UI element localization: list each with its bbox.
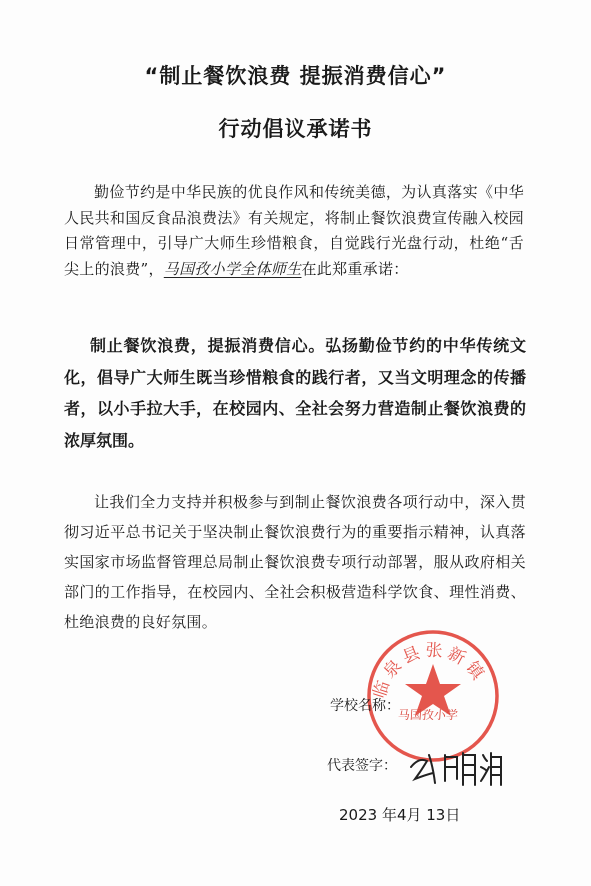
document-title: “制止餐饮浪费 提振消费信心” bbox=[144, 64, 447, 88]
signer-handwriting: 马国孜小学全体师生 bbox=[163, 259, 302, 278]
paragraph-intro bbox=[64, 180, 524, 282]
school-name-value: 马国孜小学 bbox=[397, 708, 459, 722]
paragraph-call-to-action: 让我们全力支持并积极参与到制止餐饮浪费各项行动中，深入贯彻习近平总书记关于坚决制止餐饮浪费行为的重要指示精神，认真落实国家市场监督管理总局制止餐饮浪费专项行动部署，服从政府相关部门的工作指导，在校园内、全社会积极营造科学饮食、理性消费、杜绝浪费的良好氛围。 bbox=[64, 493, 526, 631]
document-date: 2023 年4月 13日 bbox=[339, 806, 461, 824]
paragraph-intro-text: 勤俭节约是中华民族的优良作风和传统美德，为认真落实《中华人民共和国反食品浪费法》有关规定，将制止餐饮浪费宣传融入校园日常管理中，引导广大师生珍惜粮食，自觉践行光盘行动，杜绝“舌尖上的浪费”， bbox=[64, 183, 524, 278]
paragraph-commitment: 制止餐饮浪费，提振消费信心。弘扬勤俭节约的中华传统文化，倡导广大师生既当珍惜粮食的践行者，又当文明理念的传播者，以小手拉大手，在校园内、全社会努力营造制止餐饮浪费的浓厚氛围。 bbox=[64, 336, 526, 450]
representative-label: 代表签字： bbox=[327, 758, 397, 774]
school-name-label: 学校名称： bbox=[330, 698, 400, 714]
representative-signature bbox=[405, 745, 505, 789]
paragraph-intro-tail: 在此郑重承诺： bbox=[301, 259, 409, 278]
document-subtitle: 行动倡议承诺书 bbox=[218, 117, 373, 141]
seal-text: 临泉县张新镇 bbox=[369, 640, 490, 701]
